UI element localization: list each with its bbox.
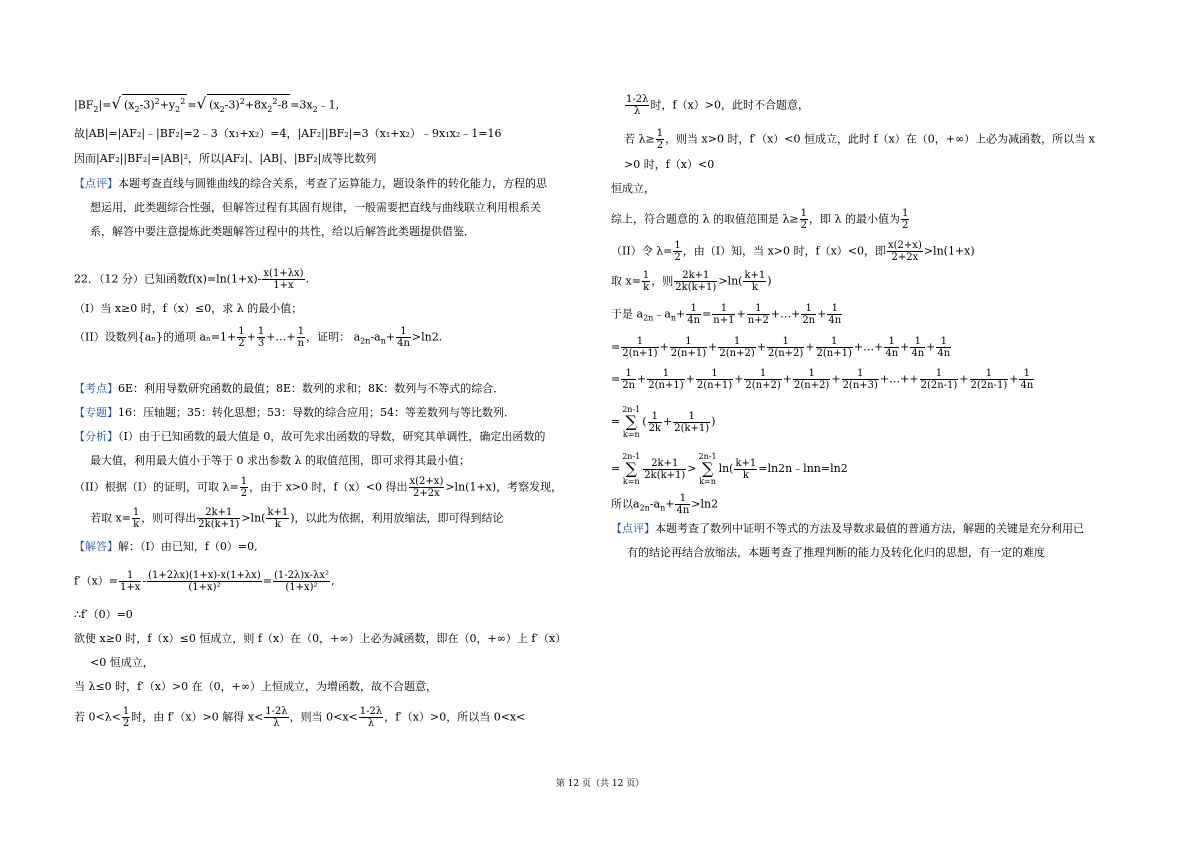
fraction [621,368,636,391]
fenxi-tag: 【分析】 [74,430,118,443]
text: ，证明： [306,330,351,344]
fraction [674,270,717,293]
text: = [611,340,621,354]
fraction [673,411,710,434]
review2-line2: 有的结论再结合放缩法，本题考查了推理判断的能力及转化化归的思想，有一定的难度 [627,546,1045,559]
text: =ln2n﹣lnn=ln2 [758,462,848,475]
den: 2(k+1) [674,422,710,434]
fraction [237,326,245,349]
den: 4n [676,505,690,516]
sum-symbol [699,452,717,486]
sum-symbol [622,452,640,486]
sum-bottom: k=n [622,477,640,486]
den: 2(n+1) [648,380,684,391]
text: 若取 x= [90,511,131,525]
text: = [262,574,272,588]
jieda-line3: ∴f′（0）=0 [74,608,133,621]
eq-bf2: $|BF_2|=√$ $(x_2-3)^2+y_2^2$ =√ $(x_2-3)^2+8x_2^2-8$ $=3x_2﹣1$, [74,94,339,117]
text: 时，f（x）>0，此时不合题意， [650,98,809,112]
text: >ln(1+x) [923,244,975,258]
eq-conclusion: 因而|AF₂||BF₂|=|AB|²，所以|AF₂|、|AB|、|BF₂|成等比数列 [74,152,377,165]
sum-symbol [622,405,640,439]
text: -8 [277,98,289,112]
den: 2 [122,718,130,729]
den: 2(2n-1) [970,380,1008,391]
den: (1+x)² [273,581,330,593]
fraction [625,94,649,117]
right-line10: = $\frac{1}{2n}$ + $\frac{1}{2(n+1)}$ + $\frac{1}{2(n+1)}$ + $\frac{1}{2(n+2)}$ + $\frac{1}{2(n+2)}$ + $\frac{1}{2(n+3)}$ +…++ $\frac{1}{2(2n-1)}$ + $\frac{1}{2(2n-1)}$ + $\frac{1}{4n}$ [611,368,1034,391]
fenxi-line4 [90,507,504,530]
den: 2(n+2) [719,348,755,359]
fraction [801,303,816,326]
fraction [266,507,289,530]
right-line5 [611,208,910,231]
den: (1+x)² [147,581,262,593]
text: ，则当 x>0 时，f′（x）<0 恒成立，此时 f（x）在（0，+∞）上必为减函数，所以当 x [665,132,1095,146]
text: （II）设数列{aₙ}的通项 aₙ=1+ [74,330,237,344]
jieda-line6: 当 λ≤0 时，f′（x）>0 在（0，+∞）上恒成立，为增函数，故不合题意， [74,680,438,693]
text: |= [98,98,112,112]
den: k [266,518,289,530]
fraction [767,336,804,359]
text: >ln2. [411,330,443,344]
num: 1 [685,336,692,347]
den: 1+x [120,582,141,593]
num: 1 [400,326,407,337]
fraction [936,336,951,359]
den: 2(2n-1) [920,380,958,391]
fraction [122,706,130,729]
q22-part1: （I）当 x≥0 时，f（x）≤0，求 λ 的最小值； [74,302,303,315]
text: +y [159,98,176,112]
text: -a [649,497,661,511]
den: 2n [622,380,636,391]
text: ( [642,415,647,428]
den: k [643,282,650,293]
num: 1 [1023,368,1031,379]
review-tag: 【点评】 [611,522,655,535]
right-line6 [611,240,975,263]
fraction [642,270,650,293]
num: 1 [122,706,130,717]
text: ﹣1, [317,98,340,112]
fraction [621,336,658,359]
right-line12 [611,452,848,486]
text: 取 x= [611,274,641,288]
den: 2k [648,422,661,434]
jieda-line4: 欲使 x≥0 时，f（x）≤0 恒成立，则 f（x）在（0，+∞）上必为减函数，即在（0，+∞）上 f′（x） [74,632,567,645]
fraction [647,368,684,391]
fraction [396,326,411,349]
num: 1 [985,368,993,379]
text: >ln(1+x)，考察发现， [445,480,563,494]
num: 1 [132,507,140,518]
den: 2(n+3) [842,380,878,391]
text: （I）由于已知函数的最大值是 0，故可先求出函数的导数，研究其单调性，确定出函数的 [118,430,546,443]
sigma: ∑ [625,412,637,431]
num: 1 [733,336,741,347]
text: 所以 [611,497,633,511]
fraction [257,326,265,349]
jieda-line7 [74,706,525,729]
text: ﹣a [653,307,671,321]
den: 2 [656,140,664,151]
review2-line1 [611,522,1084,536]
fraction [718,336,755,359]
fraction [827,303,842,326]
text: |BF [74,98,94,112]
num: 1 [935,368,943,379]
q22-part2: （II）设数列{aₙ}的通项 aₙ=1+ $\frac{1}{2}$ + $\frac{1}{3}$ +…+ $\frac{1}{n}$ ，证明： $a_{2n}-a_n+$ $\frac{1}{4n}$ >ln2. [74,326,443,349]
fenxi-line2: 最大值，利用最大值小于等于 0 求出参数 λ 的取值范围，即可求得其最小值； [90,454,470,467]
sigma: ∑ [625,459,637,478]
num: 1 [127,570,134,581]
text: =3x [290,98,313,112]
text: ，f′（x）>0，所以当 0<x< [384,710,526,724]
num: 1 [297,326,305,337]
text: 本题考查了数列中证明不等式的方法及导数求最值的普通方法，解题的关键是充分利用已 [655,522,1084,535]
num: 1 [636,336,644,347]
q22-title [74,268,309,291]
fraction [197,507,240,530]
den: 2+2x [887,251,923,263]
fraction [920,368,959,391]
right-line9: = $\frac{1}{2(n+1)}$ + $\frac{1}{2(n+1)}$ + $\frac{1}{2(n+2)}$ + $\frac{1}{2(n+2)}$ + $\frac{1}{2(n+1)}$ +…+ $\frac{1}{4n}$ + $\frac{1}{4n}$ + $\frac{1}{4n}$ [611,336,951,359]
text: = [702,307,712,321]
text: +…++ [879,372,919,386]
fraction [648,411,662,434]
right-line2 [624,128,1095,151]
fraction [132,507,140,530]
fraction [800,208,808,231]
right-line1 [624,94,809,117]
text: = [611,415,621,428]
num: 1 [257,326,265,337]
num: 2k+1 [682,270,710,281]
right-line4: 恒成立， [611,182,655,195]
den: k [743,281,766,293]
num: (1-2λ)x-λx² [273,570,330,581]
den: 2(n+1) [696,380,733,391]
num: 1 [690,303,697,314]
den: 4n [885,348,899,359]
text: >ln( [718,274,743,288]
num: 2k+1 [651,457,679,469]
text: 时，由 f′（x）>0 解得 x< [131,710,264,724]
sqrt-body: $(x_2-3)^2+8x_2^2-8$ [207,94,290,117]
right-line3: >0 时，f（x）<0 [624,158,715,171]
text: 6E：利用导数研究函数的最值；8E：数列的求和；8K：数列与不等式的综合． [118,382,505,395]
fraction [656,128,664,151]
den: 2k(k+1) [644,469,686,481]
num: 1 [240,476,248,487]
num: 1-2λ [626,94,649,105]
den: 4n [937,348,951,359]
num: 2k+1 [205,507,233,518]
text: >ln2 [691,497,719,511]
den: 2 [240,488,248,499]
num: 1 [888,336,895,347]
den: 4n [687,315,701,326]
sum-top: 2n-1 [622,405,641,414]
fraction [696,368,733,391]
fraction [712,303,735,326]
text: . [305,272,310,286]
num: 1-2λ [265,706,288,717]
text: 本题考查直线与圆锥曲线的综合关系，考查了运算能力，题设条件的转化能力，方程的思 [118,177,547,190]
num: 1 [782,336,789,347]
num: x(2+x) [409,476,444,487]
num: 1 [902,208,909,219]
jieda-tag: 【解答】 [74,540,118,553]
fraction [901,208,909,231]
sum-bottom: k=n [622,430,640,439]
num: k+1 [267,507,289,518]
num: 1 [914,336,921,347]
jieda-line1 [74,540,258,554]
text: ，则可得出 [141,511,197,525]
fraction [675,493,690,516]
den: 2 [902,220,909,231]
num: 1 [720,303,728,314]
den: 4n [397,338,410,349]
den: 2(n+2) [767,348,804,359]
kaodian-tag: 【考点】 [74,382,118,395]
review1-line2: 想运用，此类题综合性强，但解答过程有其固有规律，一般需要把直线与曲线联立利用根系关 [90,201,541,214]
text: + [817,307,827,321]
num: 1 [625,368,632,379]
num: k+1 [735,457,757,469]
den: 2+2x [409,487,445,499]
den: 4n [1020,380,1034,391]
text: - [142,574,147,588]
review1-line1 [74,177,547,191]
num: 1 [831,303,838,314]
fraction [734,458,757,481]
text: +…+ [770,307,801,321]
sqrt-sign: √ [111,94,122,113]
den: 2(n+1) [816,348,852,359]
text: 综上，符合题意的 λ 的取值范围是 λ≥ [611,212,799,226]
text: -a [370,330,381,344]
fraction [793,368,830,391]
num: 1 [940,336,947,347]
text: 若 0<λ< [74,710,121,724]
fraction [887,240,923,263]
sqrt-body: $(x_2-3)^2+y_2^2$ [122,94,187,117]
den: 4n [911,348,925,359]
fraction [910,336,925,359]
den: 2k(k+1) [198,519,240,530]
num: 1-2λ [359,706,383,717]
num: 1 [759,368,767,379]
sum-top: 2n-1 [698,452,717,461]
text: > [687,462,697,475]
right-line7 [611,270,772,293]
den: 2(n+2) [745,380,781,391]
jieda-line5: <0 恒成立， [90,656,154,669]
sqrt-sign: √ [196,94,207,113]
text: 于是 a [611,307,644,321]
text: 16：压轴题；35：转化思想；53：导数的综合应用；54：等差数列与等比数列． [118,406,515,419]
page-footer: 第 12 页（共 12 页） [555,779,645,789]
fraction [970,368,1009,391]
text: a [353,330,361,344]
fenxi-line1 [74,430,545,444]
text: f′（x）= [74,574,118,588]
fraction [1019,368,1034,391]
den: k [133,519,140,530]
fraction [884,336,899,359]
num: 1 [642,270,650,281]
text: ) [711,415,716,428]
den: 2(n+2) [793,380,830,391]
num: 1 [674,240,681,251]
den: k [734,469,757,481]
right-line13: 所以$a_{2n}-a_n+$ $\frac{1}{4n}$ >ln2 [611,493,719,516]
fraction [240,476,248,499]
num: 1 [688,410,695,422]
num: 1 [238,326,245,337]
fraction [670,336,707,359]
text: ，由于 x>0 时，f（x）<0 得出 [249,480,408,494]
num: 1 [857,368,864,379]
text: ( [729,462,734,475]
text: >ln( [241,511,266,525]
fraction [262,268,304,291]
sigma: ∑ [701,459,714,478]
den: λ [625,105,649,117]
right-line11: =2n-1 ∑ k=n( $\frac{1}{2k}$ + $\frac{1}{2(k+1)}$ ) [611,405,716,439]
num: 1 [755,303,762,314]
jieda-derivative [74,570,335,593]
text: ，则当 0<x< [289,710,358,724]
num: (1+2λx)(1+x)-x(1+λx) [148,570,261,581]
text: f(x)=ln(1+x)- [188,272,262,286]
text: a [633,497,640,511]
fraction [747,303,770,326]
den: 2 [238,338,245,349]
text: + [665,497,675,511]
den: n+2 [747,315,769,326]
num: 1 [711,368,718,379]
den: λ [264,717,288,729]
zhuanti-tag: 【专题】 [74,406,118,419]
text: 22．（12 分）已知函数 [74,272,188,286]
text: 若 λ≥ [624,132,655,146]
den: 1+x [262,279,304,291]
review1-line3: 系，解答中要注意提炼此类题解答过程中的共性，给以后解答此类题提供借鉴． [90,225,475,238]
num: 1 [831,336,838,347]
den: 3 [257,338,265,349]
text: +…+ [853,340,884,354]
text: )，以此为依据，利用放缩法，即可得到结论 [290,511,504,525]
num: 1 [656,128,664,139]
text: ln [718,462,730,475]
num: 1 [808,368,815,379]
fraction [273,570,330,593]
text: ，由（I）知，当 x>0 时，f（x）<0，即 [682,244,887,258]
num: k+1 [744,270,766,281]
fraction [297,326,305,349]
fraction [744,368,781,391]
den: n [297,338,305,349]
den: 2n [802,315,816,326]
right-line8: 于是 $a_{2n}﹣a_n+$ $\frac{1}{4n}$ = $\frac{1}{n+1}$ + $\frac{1}{n+2}$ +…+ $\frac{1}{2n}$ + $\frac{1}{4n}$ [611,303,842,326]
den: n+1 [713,315,735,326]
text: ，则 [651,274,674,288]
text: ) [767,274,772,288]
num: 1 [651,410,658,422]
text: = [187,98,197,112]
den: 2 [674,252,681,263]
num: 1 [662,368,670,379]
den: 2(n+1) [670,348,707,359]
text: , [331,574,335,588]
text: +…+ [266,330,296,344]
num: 1 [679,493,687,504]
kaodian [74,382,504,396]
text: （II）令 λ= [611,244,673,258]
fraction [359,706,383,729]
num: x(2+x) [888,240,922,251]
fraction [673,240,681,263]
text: （II）根据（I）的证明，可取 λ= [74,480,239,494]
sum-bottom: k=n [699,477,716,486]
fraction [816,336,853,359]
text: -3) [224,98,240,112]
text: -3) [139,98,155,112]
review-tag: 【点评】 [74,177,118,190]
text: 解：（I）由已知，f（0）=0, [118,540,258,553]
fraction [643,458,686,481]
eq-ab: 故|AB|=|AF₂|﹣|BF₂|=2﹣3（x₁+x₂）=4，|AF₂||BF₂|=3（x₁+x₂）﹣9x₁x₂﹣1=16 [74,127,502,140]
text: + [676,307,686,321]
den: 2(n+1) [622,348,658,359]
text: +8x [244,98,268,112]
text: + [385,330,396,344]
num: x(1+λx) [263,268,304,279]
text: ，即 λ 的最小值为 [809,212,900,226]
den: 4n [828,315,842,326]
fraction [409,476,445,499]
fraction [264,706,288,729]
text: (x [209,98,220,112]
num: 1 [800,208,808,219]
den: 2 [800,220,808,231]
fenxi-line3 [74,476,562,499]
fraction [119,570,141,593]
sum-top: 2n-1 [622,452,641,461]
text: = [611,462,621,475]
num: 1 [805,303,812,314]
zhuanti [74,406,515,420]
fraction [743,270,766,293]
den: 2k(k+1) [675,282,717,293]
fraction [686,303,701,326]
text: = [611,372,621,386]
fraction [842,368,879,391]
text: (x [124,98,135,112]
fraction [147,570,262,593]
den: λ [359,717,383,729]
